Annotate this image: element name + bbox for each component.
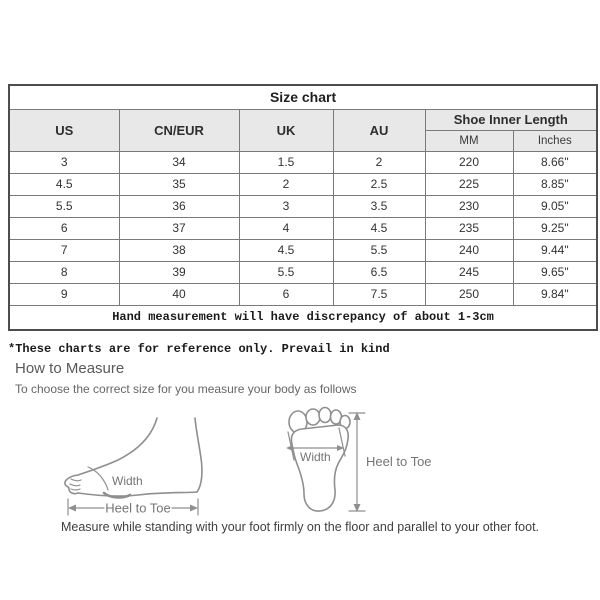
table-cell: 38 [119,239,239,261]
measure-instruction: Measure while standing with your foot firmly on the floor and parallel to your other foot. [60,520,540,534]
how-to-measure-intro: To choose the correct size for you measure your body as follows [15,382,357,396]
size-chart-table [8,84,598,331]
side-width-label: Width [112,474,143,488]
table-cell: 9.25" [513,217,597,239]
toe-crease-line [70,484,80,486]
table-cell: 3.5 [333,195,425,217]
table-row [9,239,597,261]
table-title-row [9,85,597,109]
table-cell: 2 [333,151,425,173]
table-cell: 39 [119,261,239,283]
table-cell: 35 [119,173,239,195]
toe-crease-line [71,489,80,490]
table-cell: 6.5 [333,261,425,283]
table-row [9,195,597,217]
table-cell: 2.5 [333,173,425,195]
table-cell: 240 [425,239,513,261]
table-cell: 9.05" [513,195,597,217]
table-cell: 34 [119,151,239,173]
table-cell: 4.5 [9,173,119,195]
toe [306,409,320,425]
table-cell: 4.5 [239,239,333,261]
table-cell: 9 [9,283,119,305]
table-cell: 225 [425,173,513,195]
arrowhead-right [190,505,198,512]
column-header-uk: UK [239,109,333,151]
table-cell: 40 [119,283,239,305]
table-cell: 7.5 [333,283,425,305]
column-header-mm: MM [425,130,513,151]
table-cell: 9.65" [513,261,597,283]
table-cell: 6 [239,283,333,305]
table-footnote: Hand measurement will have discrepancy of about 1-3cm [9,305,597,330]
table-cell: 8.66" [513,151,597,173]
foot-side-instep-line [78,418,157,475]
table-cell: 8 [9,261,119,283]
table-cell: 9.44" [513,239,597,261]
table-row [9,261,597,283]
how-to-measure-heading: How to Measure [15,360,125,377]
table-cell: 37 [119,217,239,239]
column-header-inches: Inches [513,130,597,151]
table-cell: 36 [119,195,239,217]
table-header-row [9,109,597,130]
table-cell: 2 [239,173,333,195]
toe [319,408,331,423]
foot-side-heel-line [195,418,202,492]
table-cell: 8.85" [513,173,597,195]
ball-shadow-arc [104,493,130,497]
table-cell: 5.5 [333,239,425,261]
sole-width-label: Width [300,450,331,464]
column-header-cn-eur: CN/EUR [119,109,239,151]
foot-side-view-icon [60,400,220,520]
table-cell: 5.5 [9,195,119,217]
table-cell: 6 [9,217,119,239]
table-cell: 4 [239,217,333,239]
table-cell: 245 [425,261,513,283]
table-row [9,217,597,239]
side-heel-to-toe-label: Heel to Toe [105,500,171,516]
table-cell: 230 [425,195,513,217]
table-cell: 235 [425,217,513,239]
sole-heel-to-toe-label: Heel to Toe [366,454,432,469]
table-cell: 1.5 [239,151,333,173]
table-row [9,151,597,173]
column-header-au: AU [333,109,425,151]
table-cell: 3 [239,195,333,217]
table-cell: 9.84" [513,283,597,305]
column-header-shoe-inner-length: Shoe Inner Length [425,109,597,130]
toe-crease-line [71,479,81,481]
table-cell: 250 [425,283,513,305]
footprint-outline [291,425,348,511]
foot-side-sole-line [78,492,197,496]
table-cell: 5.5 [239,261,333,283]
table-cell: 4.5 [333,217,425,239]
table-row [9,173,597,195]
table-footnote-row [9,305,597,330]
arrowhead-left [68,505,76,512]
table-row [9,283,597,305]
table-title: Size chart [9,85,597,109]
footprint-sole-view-icon [278,398,468,520]
reference-note: *These charts are for reference only. Prevail in kind [8,342,390,356]
arrowhead-left [286,445,293,451]
table-cell: 3 [9,151,119,173]
table-cell: 220 [425,151,513,173]
table-cell: 7 [9,239,119,261]
column-header-us: US [9,109,119,151]
